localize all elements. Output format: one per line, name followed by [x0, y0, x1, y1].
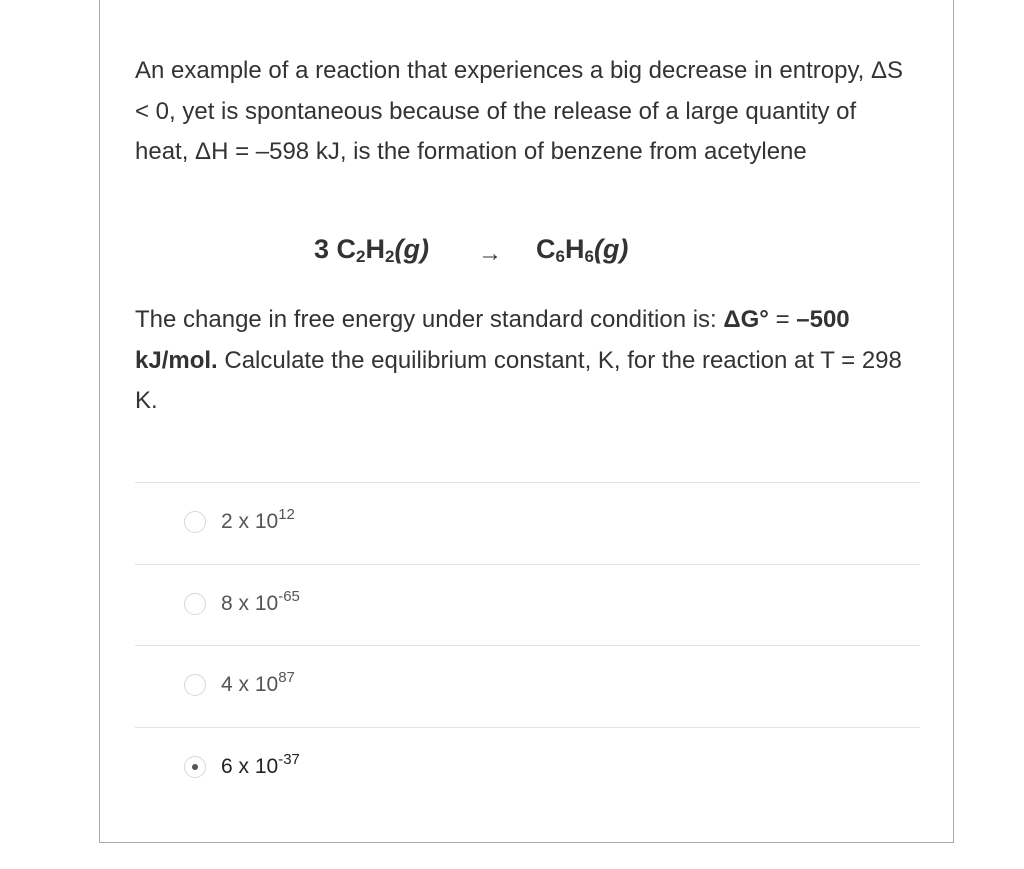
- option-label[interactable]: [221, 751, 300, 779]
- option-exponent: 87: [278, 669, 295, 686]
- option-divider: [135, 564, 920, 565]
- reactant-hydrogen-subscript: 2: [385, 247, 395, 266]
- answer-option-1[interactable]: [184, 508, 295, 536]
- product-state: (g): [593, 234, 629, 264]
- radio-button[interactable]: [184, 674, 206, 696]
- option-exponent: -65: [278, 588, 300, 605]
- reactant-carbon-subscript: 2: [356, 247, 366, 266]
- delta-g-symbol: [723, 306, 769, 333]
- option-divider: [135, 482, 920, 483]
- prompt-text-part1: The change in free energy under standard condition is:: [135, 306, 724, 333]
- option-mantissa: 8 x 10: [221, 592, 279, 615]
- product-carbon-subscript: 6: [555, 247, 565, 266]
- intro-text-part2: kJ, is the formation of benzene from acetylene: [309, 138, 807, 165]
- option-mantissa: 6 x 10: [221, 755, 279, 778]
- question-prompt: [135, 300, 915, 422]
- option-label[interactable]: [221, 588, 300, 616]
- option-mantissa: 4 x 10: [221, 673, 279, 696]
- option-exponent: -37: [278, 751, 300, 768]
- option-label[interactable]: [221, 506, 295, 534]
- question-card: [99, 0, 954, 843]
- delta-h-value: –598: [255, 138, 310, 165]
- delta-g-letters: ΔG: [723, 306, 760, 333]
- reaction-arrow-icon: →: [478, 240, 502, 267]
- answer-option-2[interactable]: [184, 590, 300, 618]
- answer-option-3[interactable]: [184, 671, 295, 699]
- option-divider: [135, 645, 920, 646]
- prompt-text-part2: Calculate the equilibrium constant, K, for the reaction at T = 298 K.: [135, 346, 902, 414]
- option-label[interactable]: [221, 669, 295, 697]
- reactant-hydrogen: H: [365, 234, 386, 264]
- delta-g-degree: °: [759, 306, 769, 333]
- radio-button-selected[interactable]: [184, 756, 206, 778]
- option-divider: [135, 727, 920, 728]
- option-mantissa: 2 x 10: [221, 510, 279, 533]
- option-exponent: 12: [278, 506, 295, 523]
- answer-option-4[interactable]: [184, 753, 300, 781]
- reactant-carbon: C: [336, 234, 357, 264]
- radio-button[interactable]: [184, 593, 206, 615]
- radio-button[interactable]: [184, 511, 206, 533]
- reactant-coefficient: 3: [314, 234, 330, 264]
- product-hydrogen: H: [564, 234, 585, 264]
- reactant-state: (g): [394, 234, 429, 264]
- delta-g-value: –500 kJ/mol.: [135, 306, 850, 374]
- question-intro: [135, 51, 915, 173]
- product-carbon: C: [536, 234, 556, 264]
- intro-text-part1: An example of a reaction that experiences a big decrease in entropy, ΔS < 0, yet is spontaneous because of the release of a large quantity of heat, ΔH =: [135, 57, 904, 165]
- products: [536, 234, 628, 267]
- product-hydrogen-subscript: 6: [584, 247, 594, 266]
- reactants: [314, 234, 429, 267]
- delta-g-equals: =: [768, 306, 797, 333]
